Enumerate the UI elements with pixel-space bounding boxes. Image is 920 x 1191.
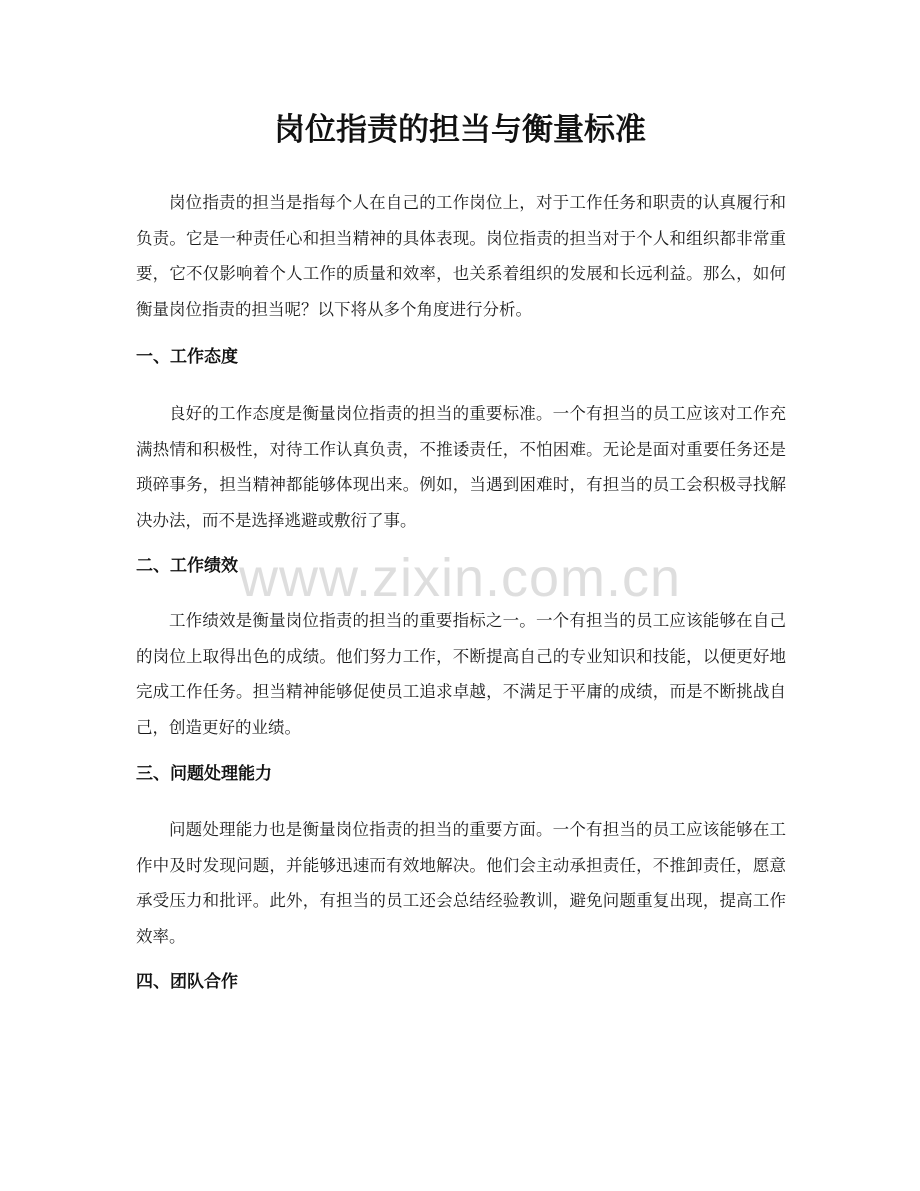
watermark: www.zixin.com.cn [238,548,682,608]
section-heading-problem-handling: 三、问题处理能力 [136,764,272,784]
intro-paragraph: 岗位指责的担当是指每个人在自己的工作岗位上，对于工作任务和职责的认真履行和负责。它是一种责任心和担当精神的具体表现。岗位指责的担当对于个人和组织都非常重要，它不仅影响着个人工作的质量和效率，也关系着组织的发展和长远利益。那么，如何衡量岗位指责的担当呢？以下将从多个角度进行分析。 [136,193,786,319]
section-heading-work-attitude: 一、工作态度 [136,347,238,367]
section-body-problem-handling: 问题处理能力也是衡量岗位指责的担当的重要方面。一个有担当的员工应该能够在工作中及时发现问题，并能够迅速而有效地解决。他们会主动承担责任，不推卸责任，愿意承受压力和批评。此外，有担当的员工还会总结经验教训，避免问题重复出现，提高工作效率。 [136,820,786,946]
section-body-work-attitude: 良好的工作态度是衡量岗位指责的担当的重要标准。一个有担当的员工应该对工作充满热情和积极性，对待工作认真负责，不推诿责任，不怕困难。无论是面对重要任务还是琐碎事务，担当精神都能够体现出来。例如，当遇到困难时，有担当的员工会积极寻找解决办法，而不是选择逃避或敷衍了事。 [136,404,786,530]
section-heading-work-performance: 二、工作绩效 [136,556,238,576]
section-heading-teamwork: 四、团队合作 [136,972,238,992]
document-title: 岗位指责的担当与衡量标准 [274,112,646,148]
section-body-work-performance: 工作绩效是衡量岗位指责的担当的重要指标之一。一个有担当的员工应该能够在自己的岗位上取得出色的成绩。他们努力工作，不断提高自己的专业知识和技能，以便更好地完成工作任务。担当精神能够促使员工追求卓越，不满足于平庸的成绩，而是不断挑战自己，创造更好的业绩。 [136,611,786,737]
